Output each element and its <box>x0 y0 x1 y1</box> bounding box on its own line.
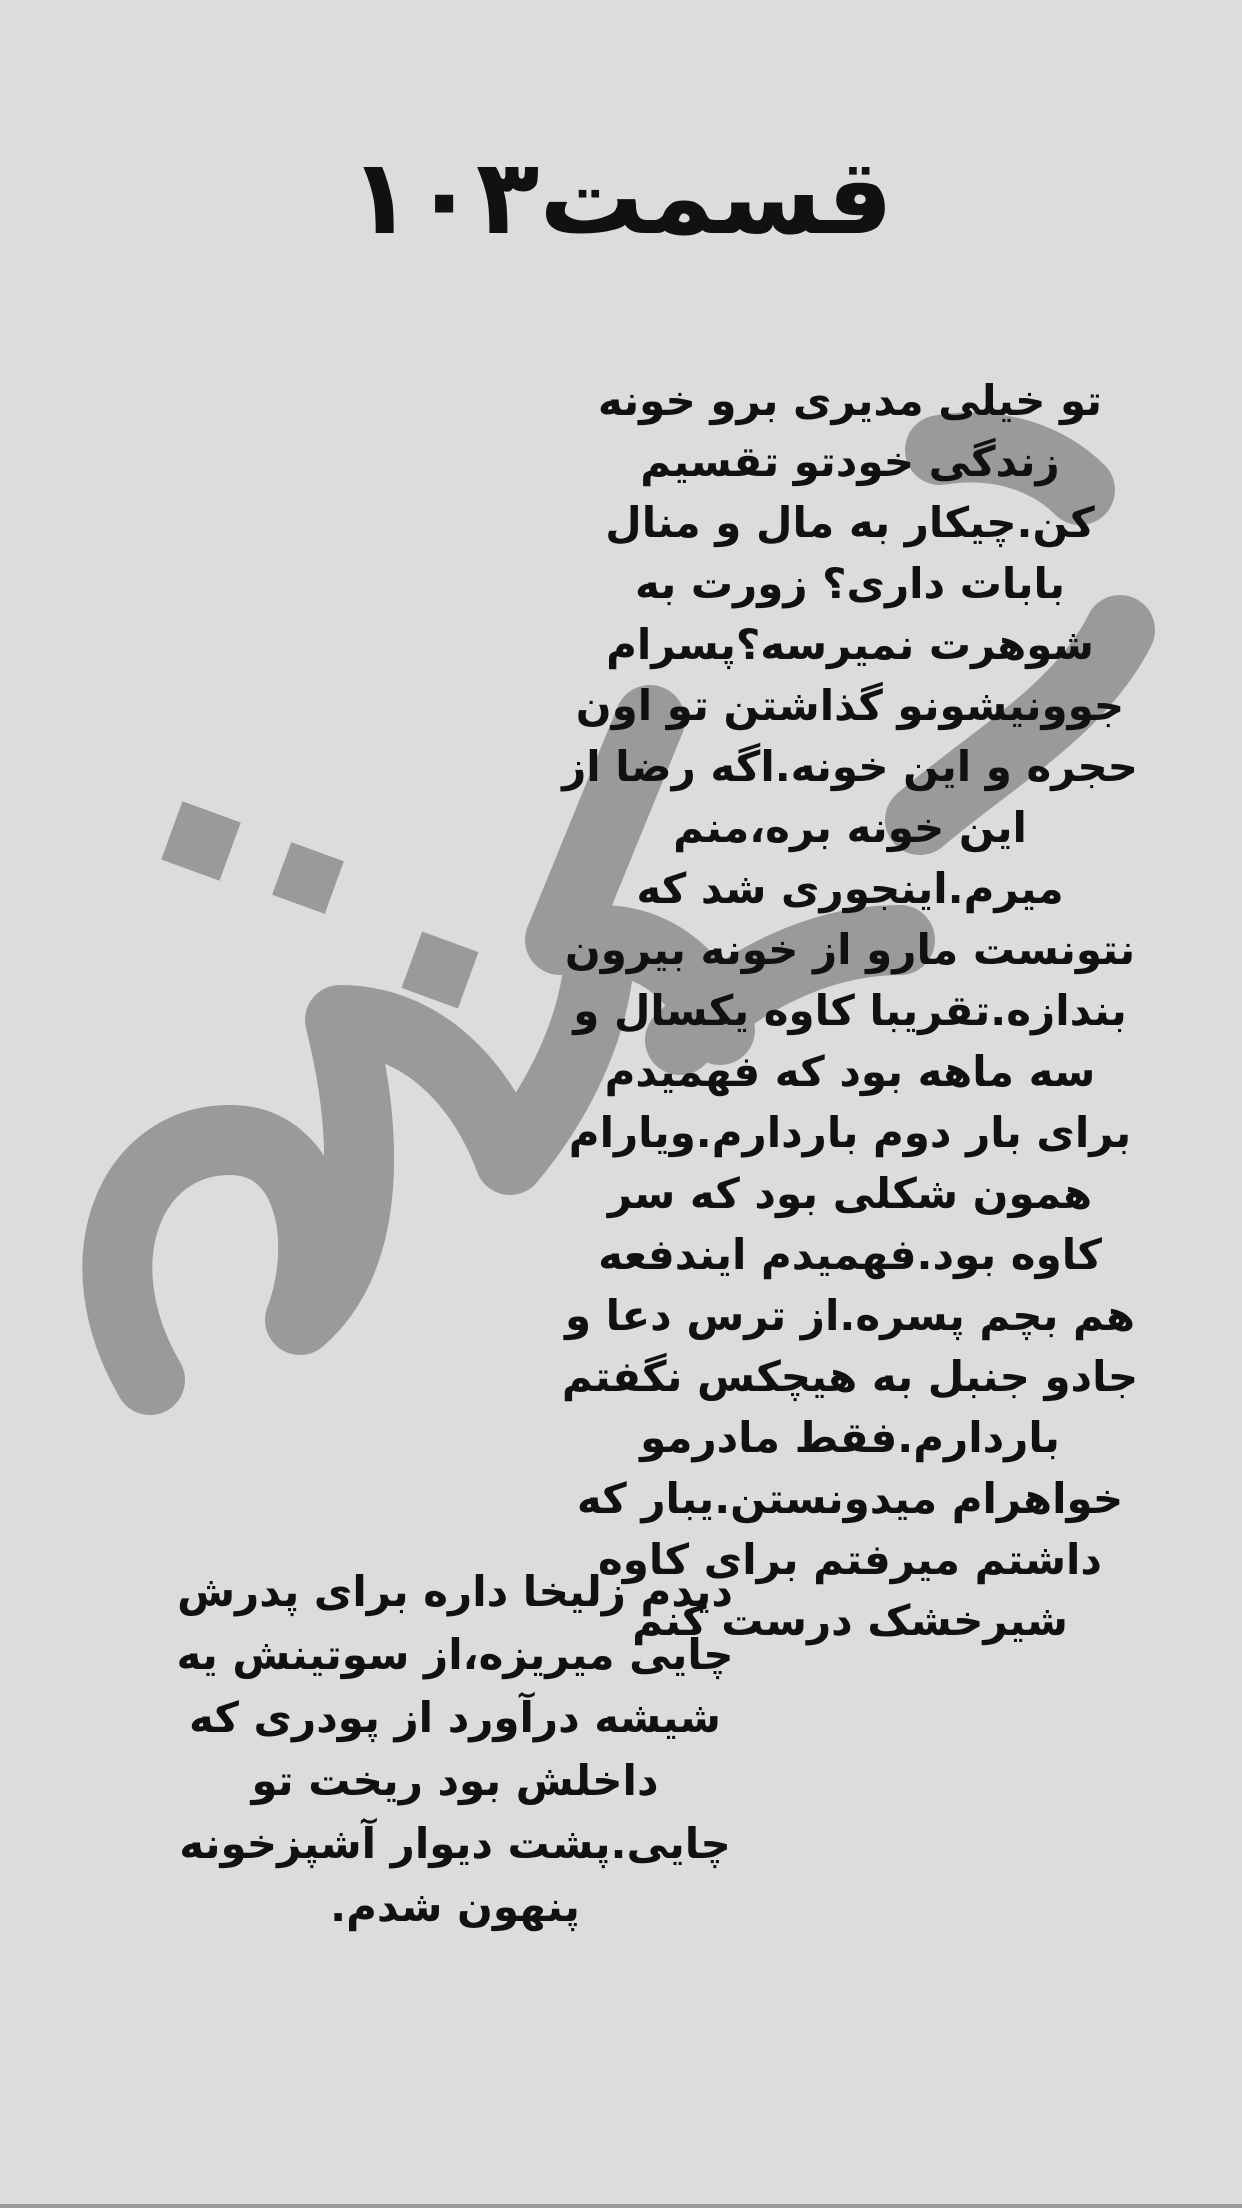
watermark-dot-1 <box>161 801 240 880</box>
page-title: قسمت۱۰۳ <box>348 136 894 258</box>
bottom-divider <box>0 2204 1242 2208</box>
watermark-dot-2 <box>272 842 344 914</box>
story-paragraph-2: دیدم زلیخا داره برای پدرش چایی میریزه،از سوتینش یه شیشه درآورد از پودری که داخلش بود ریخت تو چایی.پشت دیوار آشپزخونه پنهون شدم. <box>176 1567 734 1931</box>
watermark-dot-3 <box>402 932 479 1009</box>
story-paragraph-1: تو خیلی مدیری برو خونه زندگی خودتو تقسیم کن.چیکار به مال و منال بابات داری؟ زورت به شوهرت نمیرسه؟پسرام جوونیشونو گذاشتن تو اون حجره و این خونه.اگه رضا از این خونه بره،منم میرم.اینجوری شد که نتونست مارو از خونه بیرون بندازه.تقریبا کاوه یکسال و سه ماهه بود که فهمیدم برای بار دوم باردارم.ویارام همون شکلی بود که سر کاوه بود.فهمیدم ایندفعه هم بچم پسره.از ترس دعا و جادو جنبل به هیچکس نگفتم باردارم.فقط مادرمو خواهرام میدونستن.یبار که داشتم میرفتم برای کاوه شیرخشک درست کنم <box>561 376 1139 1645</box>
